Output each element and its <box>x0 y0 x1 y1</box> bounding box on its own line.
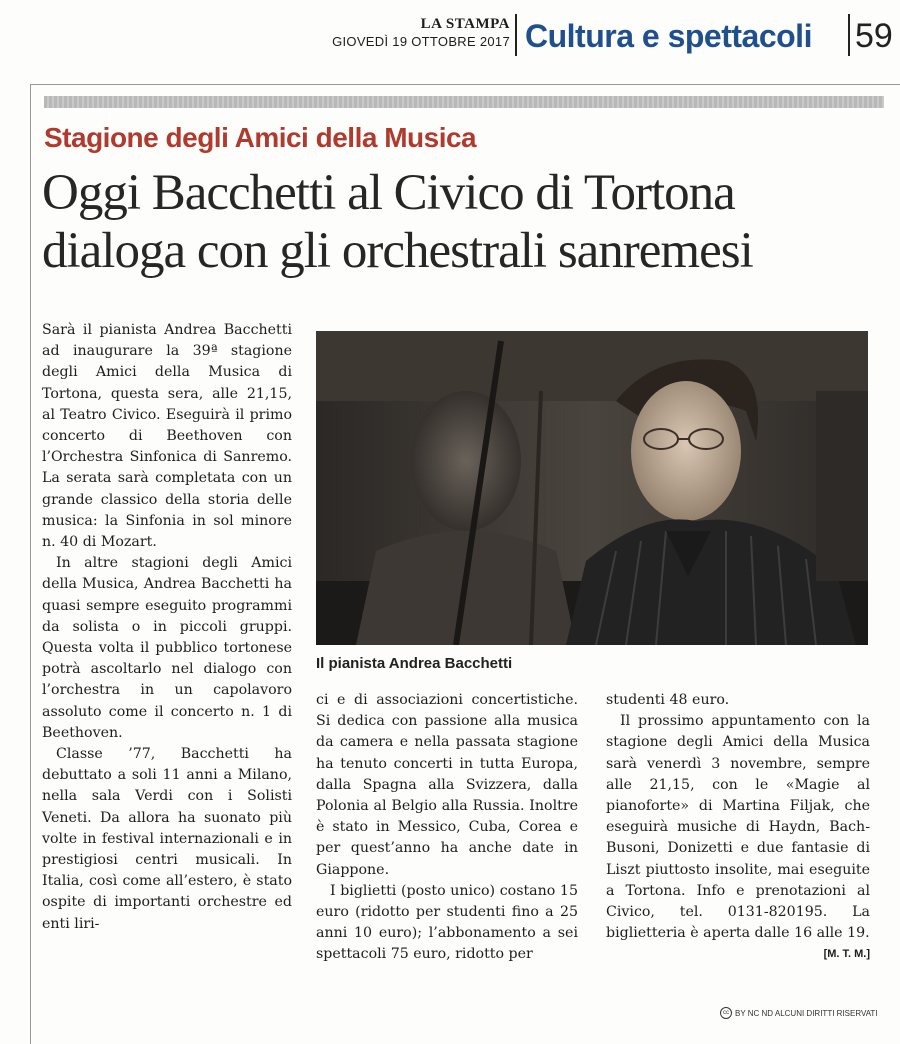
paragraph: In altre stagioni degli Amici della Musica, Andrea Bacchetti ha quasi sempre eseguito programmi da solista o in piccoli gruppi. Questa volta il pubblico tortonese potrà ascoltarlo nel dialogo con l’orchestra in un capolavoro assoluto come il concerto n. 1 di Beethoven. <box>42 555 292 741</box>
creative-commons-icon: cc <box>720 1007 732 1019</box>
issue-date: GIOVEDÌ 19 OTTOBRE 2017 <box>332 34 510 49</box>
page-number: 59 <box>855 17 893 55</box>
article-headline <box>42 164 892 280</box>
text-column-3 <box>606 690 870 966</box>
text-column-2 <box>316 690 578 966</box>
paragraph: studenti 48 euro. <box>606 692 730 708</box>
headline-line: dialoga con gli orchestrali sanremesi <box>42 223 753 279</box>
article-frame-left <box>30 84 31 1044</box>
masthead-divider <box>515 14 517 56</box>
paragraph: Sarà il pianista Andrea Bacchetti ad inaugurare la 39ª stagione degli Amici della Musica di Tortona, questa sera, alle 21,15, al Teatro Civico. Eseguirà il primo concerto di Beethoven con l’Orchestra Sinfonica di Sanremo. La serata sarà completata con un grande classico della storia delle musica: la Sinfonia in sol minore n. 40 di Mozart. <box>42 322 292 551</box>
text-column-1 <box>42 320 292 935</box>
pianist-photo <box>316 331 868 645</box>
headline-line: Oggi Bacchetti al Civico di Tortona <box>42 165 735 221</box>
article-kicker: Stagione degli Amici della Musica <box>44 122 477 153</box>
paragraph: Il prossimo appuntamento con la stagione degli Amici della Musica sarà venerdì 3 novembre, sempre alle 21,15, con le «Magie al pianoforte» di Martina Filjak, che eseguirà musiche di Haydn, Bach-Busoni, Donizetti e due fantasie di Liszt piuttosto insolite, mai eseguite a Tortona. Info e prenotazioni al Civico, tel. 0131-820195. La biglietteria è aperta dalle 16 alle 19. <box>606 713 870 942</box>
article-frame-top <box>30 84 900 85</box>
masthead-divider <box>848 14 850 56</box>
license-text: BY NC ND ALCUNI DIRITTI RISERVATI <box>735 1008 878 1018</box>
paragraph: Classe ’77, Bacchetti ha debuttato a soli 11 anni a Milano, nella sala Verdi con i Solisti Veneti. Da allora ha suonato più volte in festival internazionali e in prestigiosi centri musicali. In Italia, così come all’estero, è stato ospite di importanti orchestre ed enti liri- <box>42 746 292 932</box>
decorative-band <box>44 96 884 108</box>
masthead-left <box>310 16 510 49</box>
photo-caption: Il pianista Andrea Bacchetti <box>316 655 513 672</box>
paragraph: I biglietti (posto unico) costano 15 euro (ridotto per studenti fino a 25 anni 10 euro); l’abbonamento a sei spettacoli 75 euro, ridotto per <box>316 882 578 963</box>
newspaper-name: LA STAMPA <box>420 16 510 32</box>
section-title: Cultura e spettacoli <box>525 18 812 54</box>
paragraph: ci e di associazioni concertistiche. Si dedica con passione alla musica da camera e nella passata stagione ha tenuto concerti in tutta Europa, dalla Spagna alla Svizzera, dalla Polonia al Belgio alla Russia. Inoltre è stato in Messico, Cuba, Corea e per quest’anno ha anche date in Giappone. <box>316 692 578 878</box>
author-initials: [M. T. M.] <box>823 948 870 961</box>
license-notice <box>720 1007 878 1019</box>
